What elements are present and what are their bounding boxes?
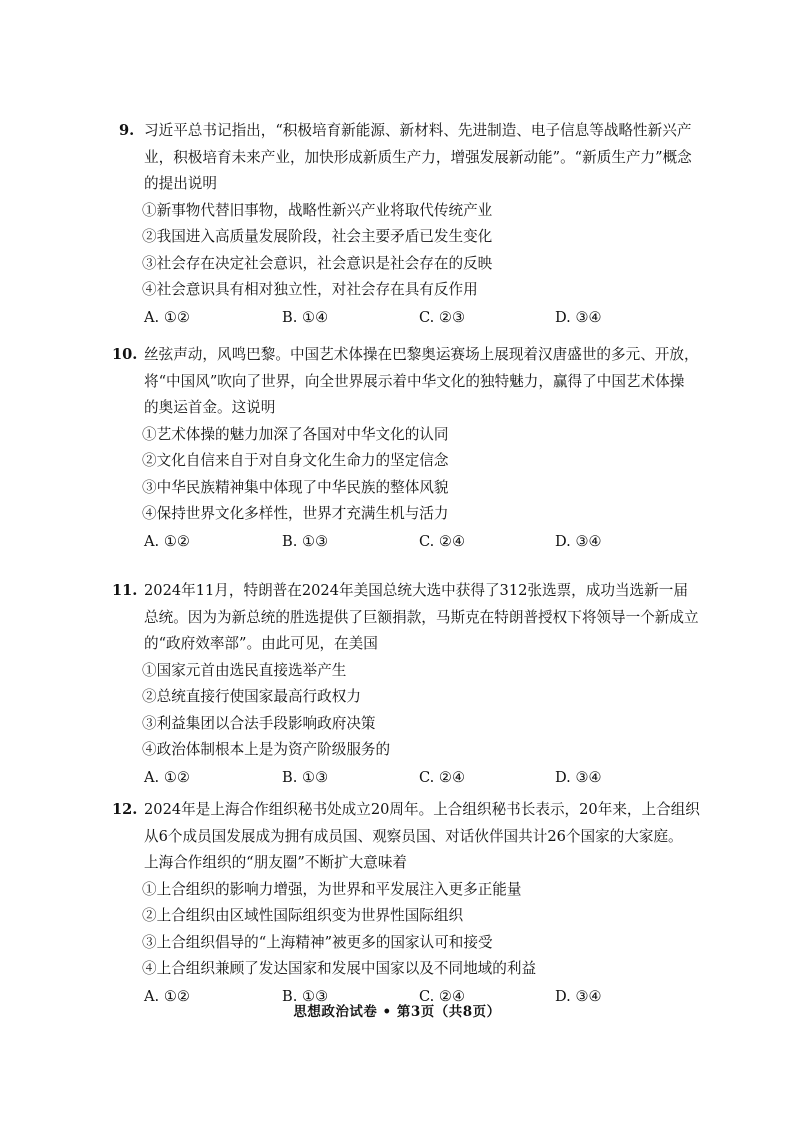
choice-a[interactable]: A. ①② [144,532,190,550]
question-number: 9. [119,122,135,139]
statement: ④保持世界文化多样性，世界才充满生机与活力 [142,505,449,522]
statement: ①上合组织的影响力增强，为世界和平发展注入更多正能量 [142,880,522,898]
question-9 [112,118,718,331]
question-12 [112,797,718,1010]
question-stem-line: 从6个成员国发展成为拥有成员国、观察员国、对话伙伴国共计26个国家的大家庭。 [144,827,683,845]
choice-a[interactable]: A. ①② [144,768,190,786]
answer-choices [112,528,718,555]
choice-a[interactable]: A. ①② [144,308,190,326]
choice-d[interactable]: D. ③④ [555,987,602,1005]
statement: ①新事物代替旧事物，战略性新兴产业将取代传统产业 [142,201,493,219]
question-number: 11. [112,582,138,599]
answer-choices [112,304,718,331]
question-stem-line [112,342,718,369]
statement: ②我国进入高质量发展阶段，社会主要矛盾已发生变化 [142,228,493,245]
question-number: 12. [112,801,138,818]
question-stem-line: 的“政府效率部”。由此可见，在美国 [144,635,378,652]
question-stem-line: 的提出说明 [144,175,217,192]
stem-text: 丝弦声动，风鸣巴黎。中国艺术体操在巴黎奥运赛场上展现着汉唐盛世的多元、开放， [144,346,699,363]
statement: ①艺术体操的魅力加深了各国对中华文化的认同 [142,425,449,443]
choice-b[interactable]: B. ①③ [282,768,329,786]
question-stem-line: 上海合作组织的“朋友圈”不断扩大意味着 [144,854,408,871]
choice-b[interactable]: B. ①④ [282,308,329,326]
stem-text: 2024年是上海合作组织秘书处成立20周年。上合组织秘书长表示，20年来，上合组织 [144,801,700,818]
statement: ④政治体制根本上是为资产阶级服务的 [142,741,391,758]
choice-c[interactable]: C. ②④ [419,768,466,786]
question-stem-line: 业，积极培育未来产业，加快形成新质生产力，增强发展新动能”。“新质生产力”概念 [144,148,692,166]
choice-d[interactable]: D. ③④ [555,308,602,326]
statement: ②总统直接行使国家最高行政权力 [142,688,361,705]
question-10 [112,342,718,555]
question-stem-line: 的奥运首金。这说明 [144,399,276,416]
choice-a[interactable]: A. ①② [144,987,190,1005]
statement: ②上合组织由区域性国际组织变为世界性国际组织 [142,907,464,924]
statement: ③上合组织倡导的“上海精神”被更多的国家认可和接受 [142,933,493,951]
choice-b[interactable]: B. ①③ [282,987,329,1005]
choice-c[interactable]: C. ②④ [419,987,466,1005]
question-stem-line [112,578,718,605]
page-footer: 思想政治试卷 • 第3页（共8页） [293,1004,501,1020]
choice-d[interactable]: D. ③④ [555,532,602,550]
choice-c[interactable]: C. ②③ [419,308,466,326]
answer-choices [112,764,718,791]
question-stem-line [112,118,718,145]
question-stem-line: 总统。因为为新总统的胜选提供了巨额捐款，马斯克在特朗普授权下将领导一个新成立 [144,608,699,626]
question-number: 10. [112,346,138,363]
statement: ④上合组织兼顾了发达国家和发展中国家以及不同地域的利益 [142,960,537,977]
choice-b[interactable]: B. ①③ [282,532,329,550]
stem-text: 习近平总书记指出，“积极培育新能源、新材料、先进制造、电子信息等战略性新兴产 [144,122,692,139]
statement: ①国家元首由选民直接选举产生 [142,661,347,679]
statement: ②文化自信来自于对自身文化生命力的坚定信念 [142,452,449,469]
statement: ③利益集团以合法手段影响政府决策 [142,714,376,732]
question-11 [112,578,718,791]
choice-c[interactable]: C. ②④ [419,532,466,550]
question-stem-line: 将“中国风”吹向了世界，向全世界展示着中华文化的独特魅力，赢得了中国艺术体操 [144,372,685,390]
choice-d[interactable]: D. ③④ [555,768,602,786]
statement: ④社会意识具有相对独立性，对社会存在具有反作用 [142,281,478,298]
statement: ③社会存在决定社会意识，社会意识是社会存在的反映 [142,254,493,272]
question-stem-line [112,797,718,824]
statement: ③中华民族精神集中体现了中华民族的整体风貌 [142,478,449,496]
stem-text: 2024年11月，特朗普在2024年美国总统大选中获得了312张选票，成功当选新一届 [144,582,688,599]
